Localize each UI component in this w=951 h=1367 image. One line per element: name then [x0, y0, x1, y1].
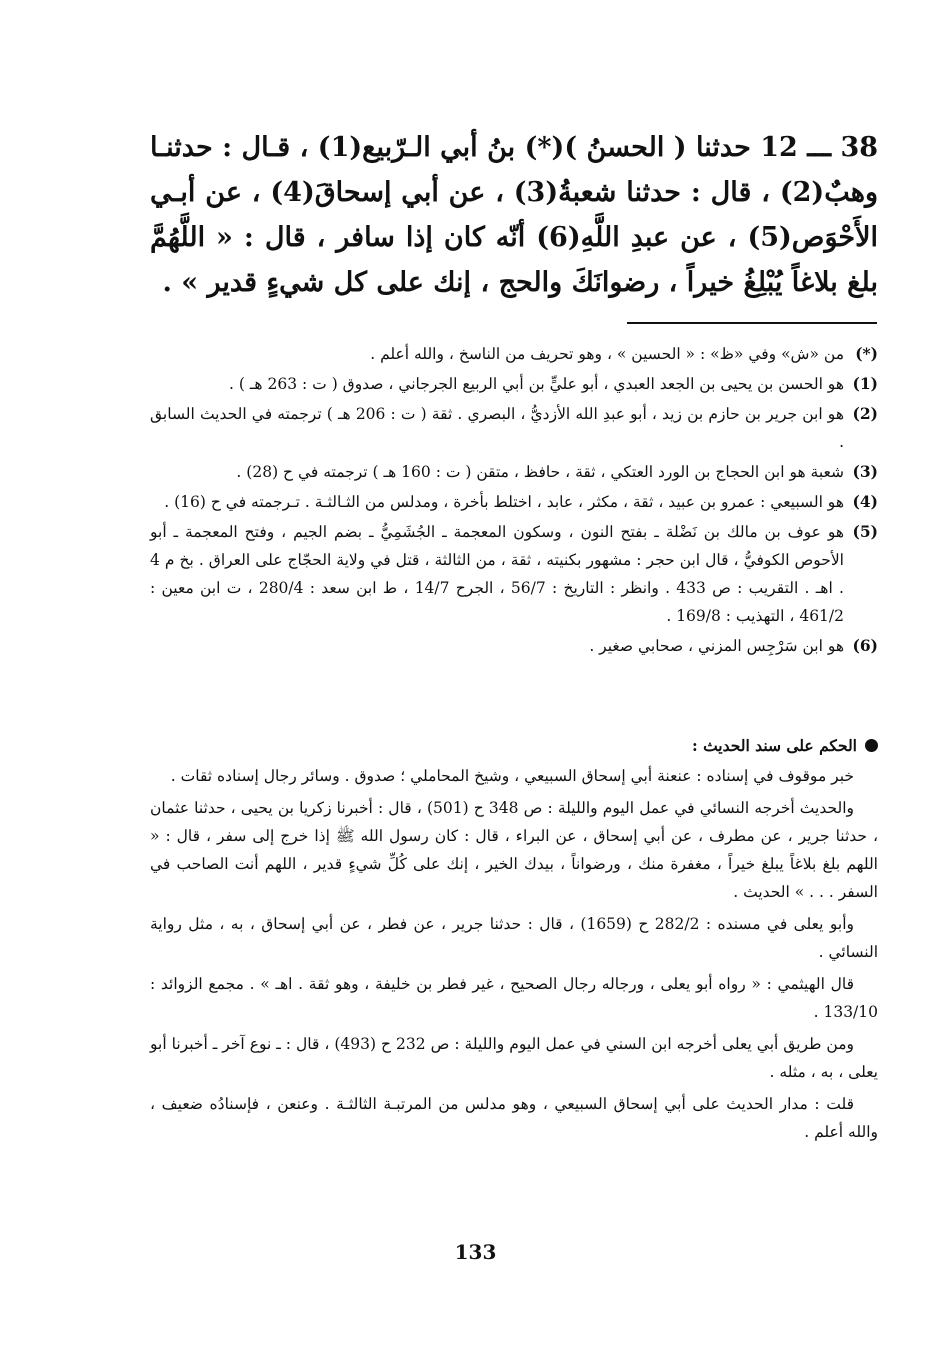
footnote-text: هو ابن سَرْجِس المزني ، صحابي صغير . — [589, 637, 844, 655]
ruling-paragraph: ومن طريق أبي يعلى أخرجه ابن السني في عمل اليوم والليلة : ص 232 ح (493) ، قال : ـ نوع آخر ـ أخبرنا أبو يعلى ، به ، مثله . — [150, 1035, 878, 1081]
footnote-number: (4) — [852, 492, 878, 511]
footnote-number: (6) — [852, 636, 878, 655]
footnote-3 — [150, 458, 878, 486]
ruling-section — [150, 732, 878, 1150]
footnote-number: (5) — [852, 522, 878, 541]
ruling-paragraph: قلت : مدار الحديث على أبي إسحاق السبيعي ، وهو مدلس من المرتبـة الثالثـة . وعنعن ، فإسنادُه ضعيف ، والله أعلم . — [150, 1095, 878, 1141]
hadith-text: 38 ـــ 12 حدثنا ( الحسنُ )(*) بنُ أبي الـرّبيع(1) ، قـال : حدثنـا وهبٌ(2) ، قال : حدثنا شعبةُ(3) ، عن أبي إسحاقَ(4) ، عن أبـي الأَحْوَص(5) ، عن عبدِ اللَّهِ(6) أنّه كان إذا سافر ، قال : « اللَّهُمَّ بلغ بلاغاً يُبْلِغُ خيراً ، رضوانَكَ والحج ، إنك على كل شيءٍ قدير » . — [150, 132, 879, 298]
ruling-paragraph: قال الهيثمي : « رواه أبو يعلى ، ورجاله رجال الصحيح ، غير فطر بن خليفة ، وهو ثقة . اهـ » . مجمع الزوائد : 133/10 . — [150, 975, 878, 1021]
ruling-paragraph: وأبو يعلى في مسنده : 282/2 ح (1659) ، قال : حدثنا جرير ، عن فطر ، عن أبي إسحاق ، به ، مثل رواية النسائي . — [150, 915, 878, 961]
footnote-number: (1) — [852, 374, 878, 393]
ruling-paragraph: خبر موقوف في إسناده : عنعنة أبي إسحاق السبيعي ، وشيخ المحاملي ؛ صدوق . وسائر رجال إسناده ثقات . — [170, 767, 854, 785]
footnote-5 — [150, 518, 878, 630]
footnote-text: هو عوف بن مالك بن نَضْلة ـ بفتح النون ، وسكون المعجمة ـ الجُشَمِيُّ ـ بضم الجيم ، وفتح المعجمة ـ أبو الأحوص الكوفيُّ ، قال ابن حجر : مشهور بكنيته ، ثقة ، من الثالثة ، قتل في ولاية الحجّاج على العراق . بخ م 4 . اهـ . التقريب : ص 433 . وانظر : التاريخ : 56/7 ، الجرح 14/7 ، ط ابن سعد : 280/4 ، ت ابن معين : 461/2 ، التهذيب : 169/8 . — [150, 523, 844, 625]
footnote-number: (*) — [855, 344, 878, 363]
footnote-6 — [150, 632, 878, 660]
footnote-divider — [627, 322, 877, 324]
footnote-star — [150, 340, 878, 368]
footnote-1 — [150, 370, 878, 398]
footnote-number: (2) — [852, 404, 878, 423]
bullet-icon — [865, 739, 878, 752]
footnote-text: من «ش» وفي «ظ» : « الحسين » ، وهو تحريف من الناسخ ، والله أعلم . — [370, 345, 844, 363]
footnotes — [150, 340, 878, 662]
footnote-text: هو الحسن بن يحيى بن الجعد العبدي ، أبو عليٍّ بن أبي الربيع الجرجاني ، صدوق ( ت : 263 هـ ) . — [229, 375, 844, 393]
footnote-text: هو ابن جرير بن حازم بن زيد ، أبو عبدِ الله الأزديُّ ، البصري . ثقة ( ت : 206 هـ ) ترجمته في الحديث السابق . — [150, 405, 844, 451]
page-number: 133 — [454, 1240, 497, 1264]
ruling-title: الحكم على سند الحديث : — [691, 736, 857, 755]
ruling-heading — [150, 732, 878, 760]
footnote-4 — [150, 488, 878, 516]
footnote-text: شعبة هو ابن الحجاج بن الورد العتكي ، ثقة ، حافظ ، متقن ( ت : 160 هـ ) ترجمته في ح (28) . — [236, 463, 844, 481]
hadith-block — [150, 125, 878, 305]
footnote-2 — [150, 400, 878, 456]
footnote-number: (3) — [852, 462, 878, 481]
ruling-paragraph: والحديث أخرجه النسائي في عمل اليوم والليلة : ص 348 ح (501) ، قال : أخبرنا زكريا بن يحيى ، حدثنا عثمان ، حدثنا جرير ، عن مطرف ، عن أبي إسحاق ، عن البراء ، قال : كان رسول الله ﷺ إذا خرج إلى سفر ، قال : « اللهم بلغ بلاغاً يبلغ خيراً ، مغفرة منك ، ورضواناً ، بيدك الخير ، إنك على كُلِّ شيءٍ قدير ، اللهم أنت الصاحب في السفر . . . » الحديث . — [150, 799, 878, 901]
footnote-text: هو السبيعي : عمرو بن عبيد ، ثقة ، مكثر ، عابد ، اختلط بأخرة ، ومدلس من الثـالثـة . تـرجمته في ح (16) . — [164, 493, 844, 511]
